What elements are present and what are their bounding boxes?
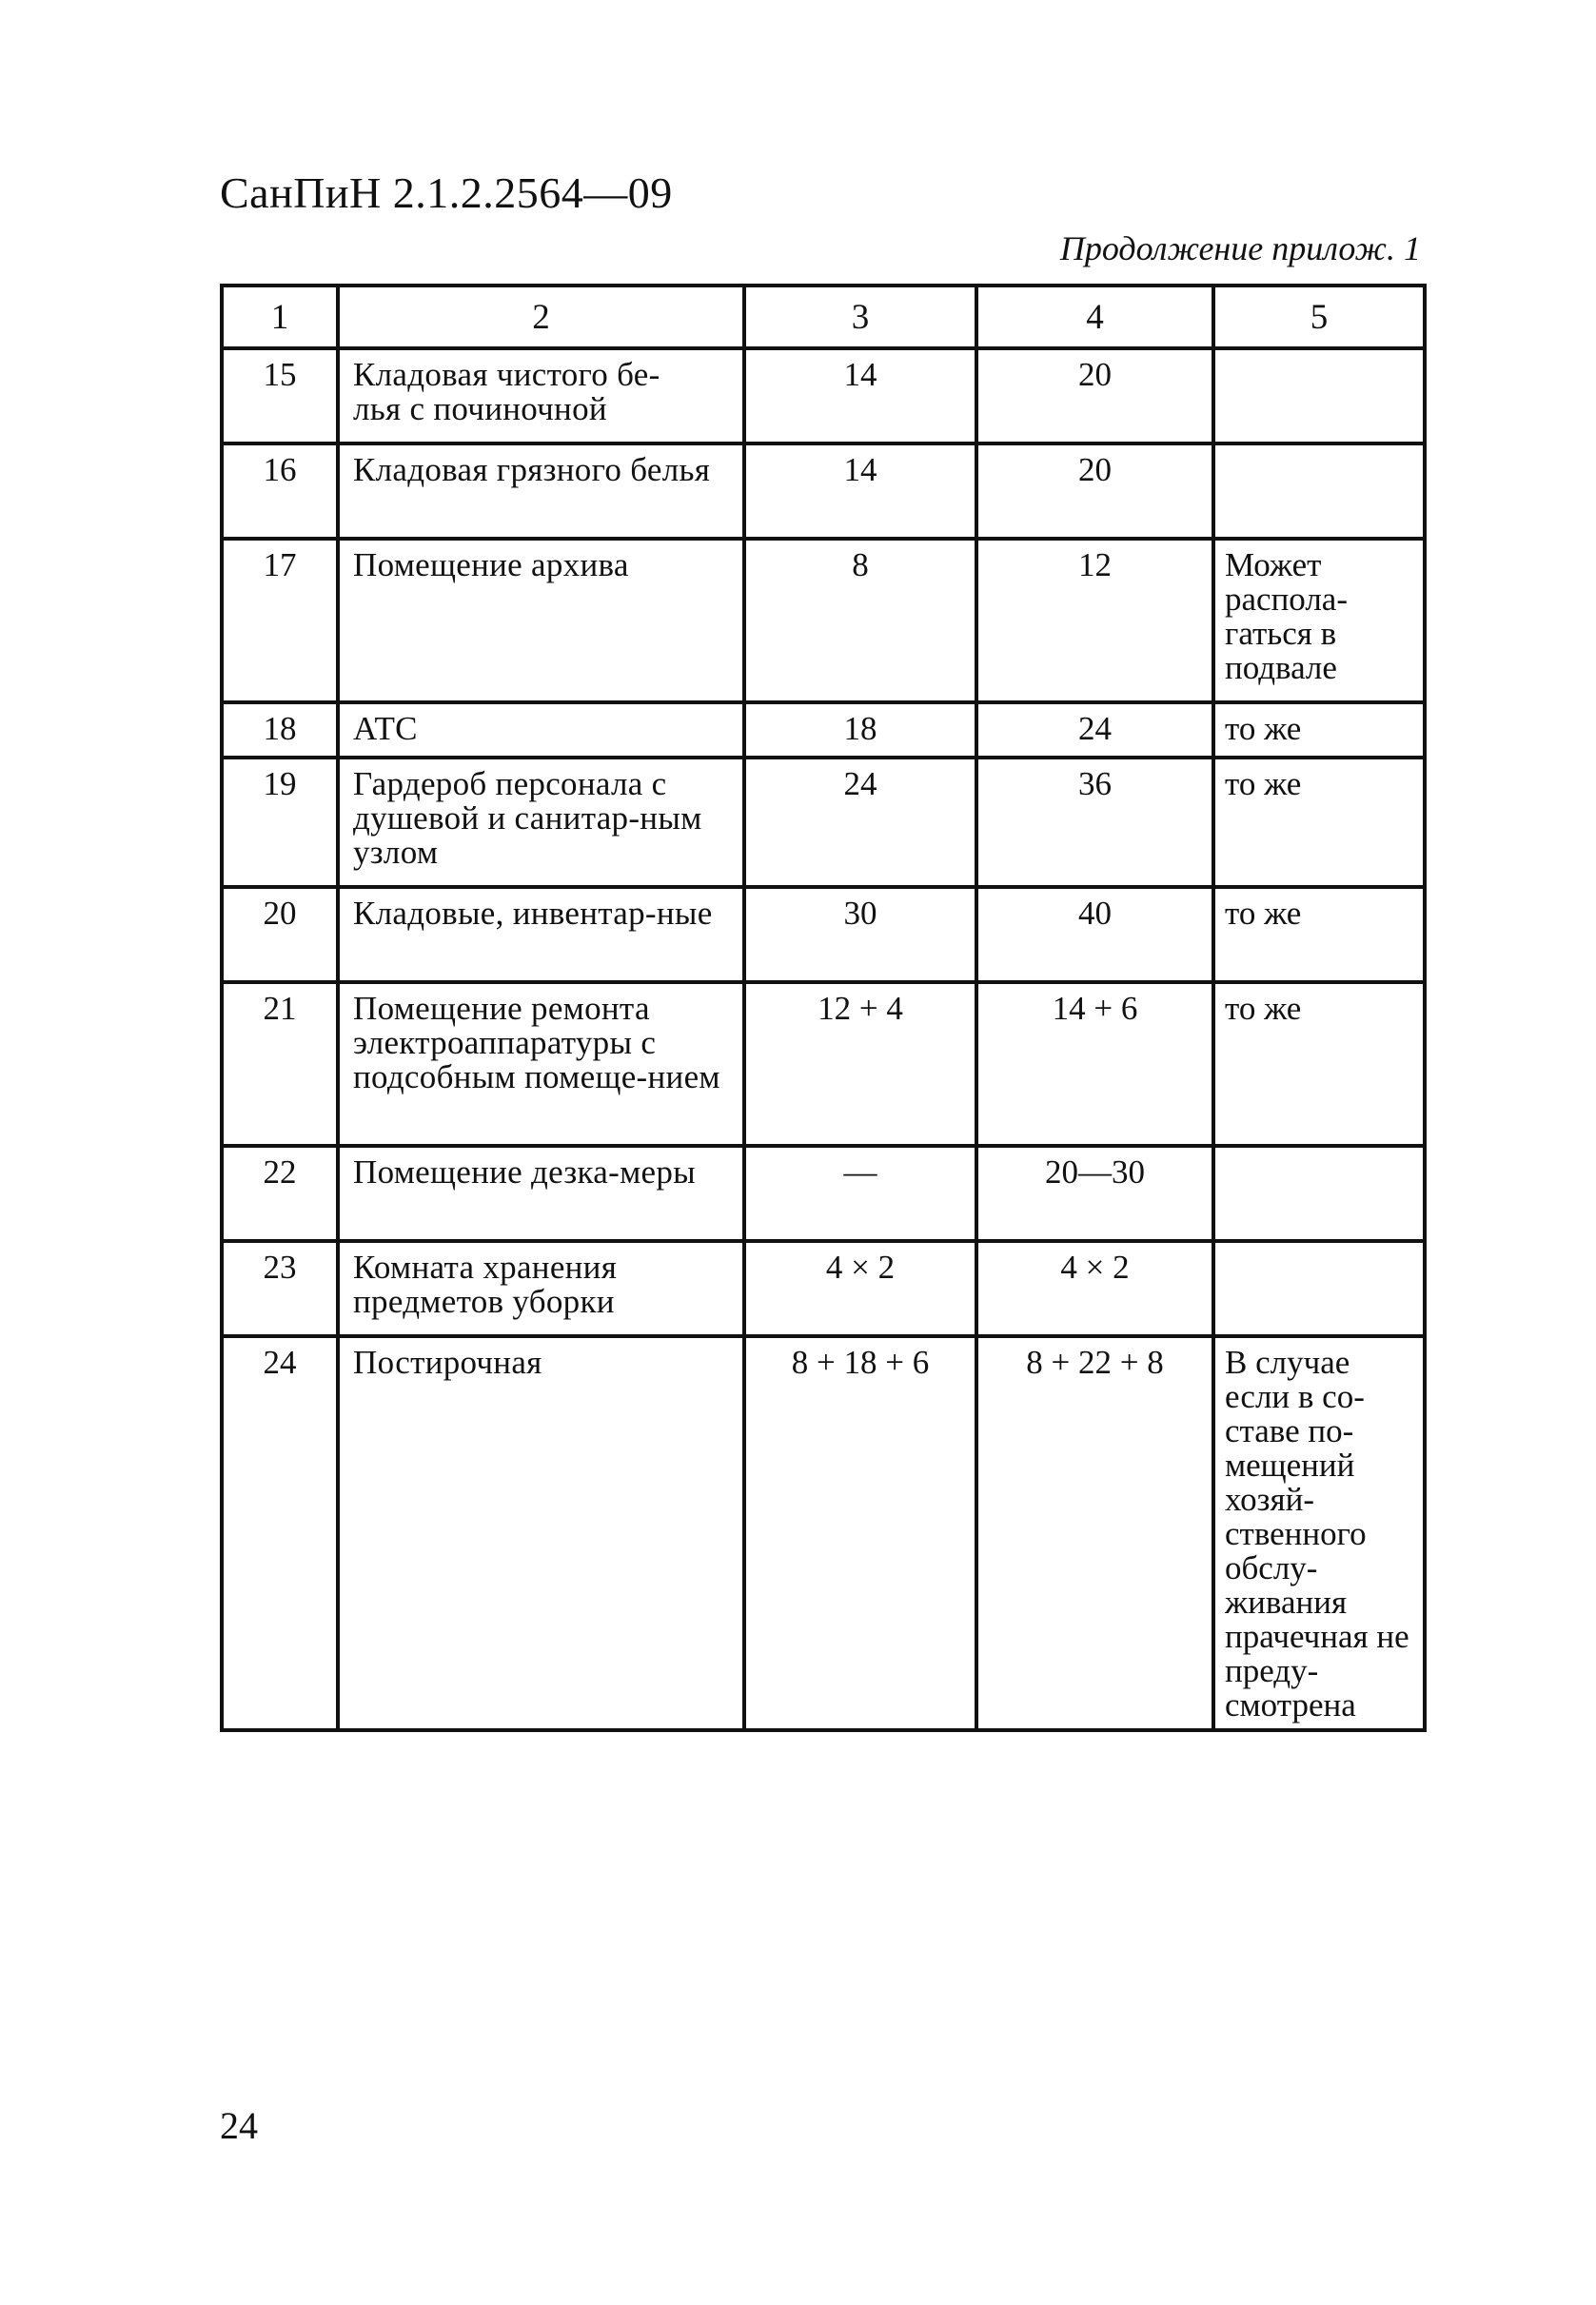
area-value-col4: 36 — [976, 758, 1213, 887]
room-note — [1213, 1241, 1425, 1336]
table-row — [222, 887, 1425, 982]
continuation-label: Продолжение прилож. 1 — [1059, 229, 1421, 267]
table-row — [222, 443, 1425, 539]
row-number: 22 — [222, 1146, 338, 1241]
room-name: Гардероб персонала с душевой и санитар-ным узлом — [338, 758, 744, 887]
document-code: СанПиН 2.1.2.2564—09 — [220, 168, 673, 217]
row-number: 15 — [222, 348, 338, 443]
area-value-col3: 18 — [744, 702, 976, 758]
column-header: 1 — [222, 286, 338, 348]
room-name: Комната хранения предметов уборки — [338, 1241, 744, 1336]
table-row — [222, 1146, 1425, 1241]
room-note — [1213, 348, 1425, 443]
column-header: 2 — [338, 286, 744, 348]
table-row — [222, 702, 1425, 758]
area-value-col3: 14 — [744, 348, 976, 443]
area-value-col3: 14 — [744, 443, 976, 539]
room-name: Помещение архива — [338, 539, 744, 702]
area-value-col4: 8 + 22 + 8 — [976, 1336, 1213, 1730]
room-name: Помещение ремонта электроаппаратуры с подсобным помеще-нием — [338, 982, 744, 1146]
room-name: Кладовые, инвентар-ные — [338, 887, 744, 982]
row-number: 18 — [222, 702, 338, 758]
row-number: 23 — [222, 1241, 338, 1336]
table-row — [222, 348, 1425, 443]
area-value-col4: 20 — [976, 443, 1213, 539]
area-value-col4: 20—30 — [976, 1146, 1213, 1241]
area-value-col4: 12 — [976, 539, 1213, 702]
area-value-col3: 8 + 18 + 6 — [744, 1336, 976, 1730]
area-value-col4: 40 — [976, 887, 1213, 982]
column-header: 4 — [976, 286, 1213, 348]
room-note: то же — [1213, 982, 1425, 1146]
rooms-table — [220, 284, 1427, 1732]
area-value-col4: 14 + 6 — [976, 982, 1213, 1146]
table-row — [222, 982, 1425, 1146]
room-name: АТС — [338, 702, 744, 758]
room-note — [1213, 1146, 1425, 1241]
column-header: 5 — [1213, 286, 1425, 348]
room-note: Может распола-гаться в подвале — [1213, 539, 1425, 702]
room-name: Постирочная — [338, 1336, 744, 1730]
area-value-col4: 4 × 2 — [976, 1241, 1213, 1336]
room-name: Кладовая чистого бе- лья с починочной — [338, 348, 744, 443]
row-number: 24 — [222, 1336, 338, 1730]
page-number: 24 — [220, 2104, 258, 2147]
area-value-col3: 4 × 2 — [744, 1241, 976, 1336]
area-value-col3: 8 — [744, 539, 976, 702]
row-number: 21 — [222, 982, 338, 1146]
room-name: Помещение дезка-меры — [338, 1146, 744, 1241]
appendix-table — [220, 284, 1423, 1732]
area-value-col3: 30 — [744, 887, 976, 982]
row-number: 16 — [222, 443, 338, 539]
column-header: 3 — [744, 286, 976, 348]
row-number: 17 — [222, 539, 338, 702]
room-note — [1213, 443, 1425, 539]
table-row — [222, 1241, 1425, 1336]
room-note: В случае если в со-ставе по-мещений хозяй-ственного обслу-живания прачечная не преду-смотрена — [1213, 1336, 1425, 1730]
room-note: то же — [1213, 758, 1425, 887]
room-note: то же — [1213, 887, 1425, 982]
area-value-col3: 12 + 4 — [744, 982, 976, 1146]
area-value-col4: 20 — [976, 348, 1213, 443]
row-number: 20 — [222, 887, 338, 982]
row-number: 19 — [222, 758, 338, 887]
area-value-col3: — — [744, 1146, 976, 1241]
room-note: то же — [1213, 702, 1425, 758]
table-header-row — [222, 286, 1425, 348]
area-value-col4: 24 — [976, 702, 1213, 758]
table-row — [222, 1336, 1425, 1730]
room-name: Кладовая грязного белья — [338, 443, 744, 539]
table-row — [222, 539, 1425, 702]
area-value-col3: 24 — [744, 758, 976, 887]
table-row — [222, 758, 1425, 887]
